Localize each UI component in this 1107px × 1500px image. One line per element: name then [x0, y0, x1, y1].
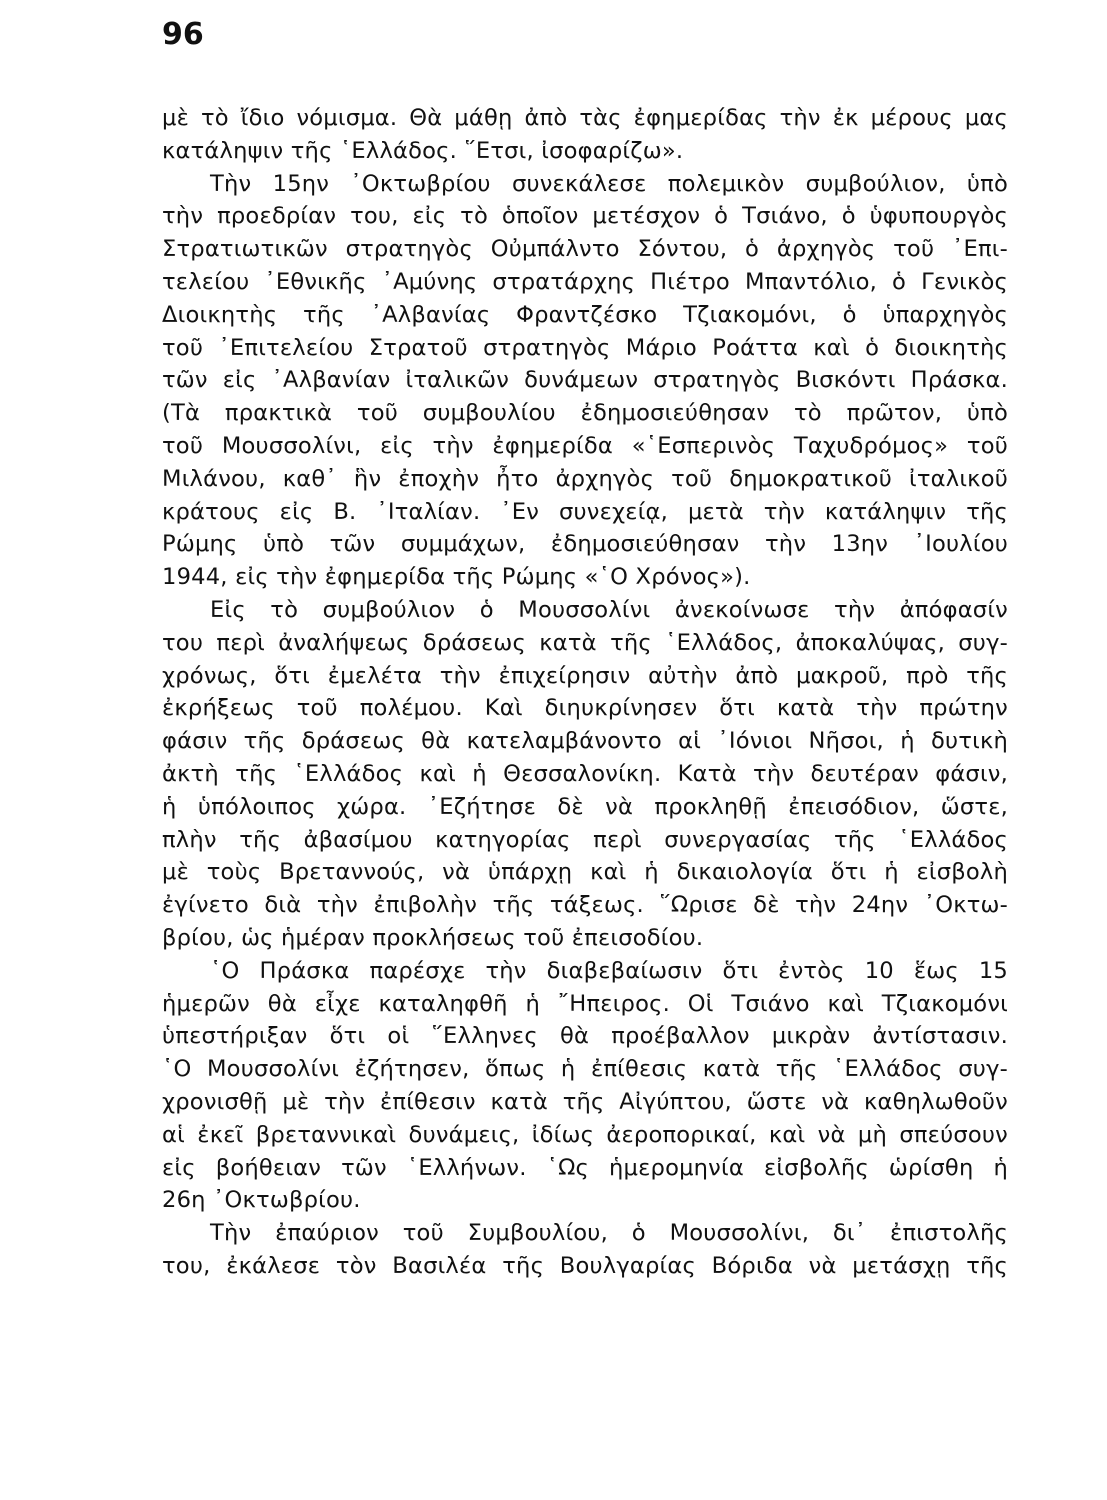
text-line: του περὶ ἀναλήψεως δράσεως κατὰ τῆς ῾Ελλάδος, ἀποκαλύψας, συγ-: [162, 629, 1008, 656]
text-line: χρονισθῇ μὲ τὴν ἐπίθεσιν κατὰ τῆς Αἰγύπτου, ὥστε νὰ καθηλωθοῦν: [162, 1088, 1008, 1115]
text-line: Ρώμης ὑπὸ τῶν συμμάχων, ἐδημοσιεύθησαν τὴν 13ην ᾿Ιουλίου: [162, 531, 1008, 558]
text-line: αἱ ἐκεῖ βρεταννικαὶ δυνάμεις, ἰδίως ἀεροπορικαί, καὶ νὰ μὴ σπεύσουν: [162, 1121, 1008, 1148]
text-line: μὲ τὸ ἴδιο νόμισμα. Θὰ μάθῃ ἀπὸ τὰς ἐφημερίδας τὴν ἐκ μέρους μας: [162, 105, 1008, 131]
text-line: τοῦ ᾿Επιτελείου Στρατοῦ στρατηγὸς Μάριο Ροάττα καὶ ὁ διοικητὴς: [162, 334, 1008, 361]
text-line: εἰς βοήθειαν τῶν ῾Ελλήνων. ῾Ως ἡμερομηνία εἰσβολῆς ὡρίσθη ἡ: [162, 1154, 1008, 1181]
text-line: Τὴν 15ην ᾿Οκτωβρίου συνεκάλεσε πολεμικὸν συμβούλιον, ὑπὸ: [210, 170, 1008, 197]
text-line: ἀκτὴ τῆς ῾Ελλάδος καὶ ἡ Θεσσαλονίκη. Κατὰ τὴν δευτέραν φάσιν,: [162, 760, 1008, 787]
paragraph: [162, 594, 1008, 955]
text-line: 26η ᾿Οκτωβρίου.: [162, 1187, 361, 1214]
text-line: κατάληψιν τῆς ῾Ελλάδος. ῞Ετσι, ἰσοφαρίζω».: [162, 137, 684, 164]
text-line: ῾Ο Μουσσολίνι ἐζήτησεν, ὅπως ἡ ἐπίθεσις κατὰ τῆς ῾Ελλάδος συγ-: [162, 1056, 1008, 1083]
text-line: 1944, εἰς τὴν ἐφημερίδα τῆς Ρώμης «῾Ο Χρόνος»).: [162, 564, 751, 591]
text-line: του, ἐκάλεσε τὸν Βασιλέα τῆς Βουλγαρίας Βόριδα νὰ μετάσχῃ τῆς: [162, 1252, 1008, 1279]
text-line: ἡ ὑπόλοιπος χώρα. ᾿Εζήτησε δὲ νὰ προκληθῇ ἐπεισόδιον, ὥστε,: [162, 793, 1008, 820]
paragraph: [162, 1217, 1008, 1283]
page-number: 96: [162, 17, 204, 52]
text-line: τελείου ᾿Εθνικῆς ᾿Αμύνης στρατάρχης Πιέτρο Μπαντόλιο, ὁ Γενικὸς: [162, 268, 1008, 295]
text-line: τὴν προεδρίαν του, εἰς τὸ ὁποῖον μετέσχον ὁ Τσιάνο, ὁ ὑφυπουργὸς: [162, 203, 1008, 230]
paragraph: [162, 955, 1008, 1217]
paragraph: [162, 102, 1008, 168]
text-line: (Τὰ πρακτικὰ τοῦ συμβουλίου ἐδημοσιεύθησαν τὸ πρῶτον, ὑπὸ: [162, 400, 1008, 427]
text-line: πλὴν τῆς ἀβασίμου κατηγορίας περὶ συνεργασίας τῆς ῾Ελλάδος: [162, 826, 1008, 853]
text-line: κράτους εἰς Β. ᾿Ιταλίαν. ᾿Εν συνεχείᾳ, μετὰ τὴν κατάληψιν τῆς: [162, 498, 1008, 525]
text-line: βρίου, ὡς ἡμέραν προκλήσεως τοῦ ἐπεισοδίου.: [162, 924, 704, 951]
text-line: ῾Ο Πράσκα παρέσχε τὴν διαβεβαίωσιν ὅτι ἐντὸς 10 ἕως 15: [210, 957, 1008, 984]
text-line: Διοικητὴς τῆς ᾿Αλβανίας Φραντζέσκο Τζιακομόνι, ὁ ὑπαρχηγὸς: [162, 301, 1008, 328]
text-line: ὑπεστήριξαν ὅτι οἱ ῞Ελληνες θὰ προέβαλλον μικρὰν ἀντίστασιν.: [162, 1023, 1008, 1050]
text-line: ἡμερῶν θὰ εἶχε καταληφθῆ ἡ ῎Ηπειρος. Οἱ Τσιάνο καὶ Τζιακομόνι: [162, 990, 1008, 1017]
text-line: ἐγίνετο διὰ τὴν ἐπιβολὴν τῆς τάξεως. ῞Ωρισε δὲ τὴν 24ην ᾿Οκτω-: [162, 892, 1008, 919]
text-line: Μιλάνου, καθ᾿ ἣν ἐποχὴν ἦτο ἀρχηγὸς τοῦ δημοκρατικοῦ ἰταλικοῦ: [162, 465, 1008, 492]
text-line: Τὴν ἐπαύριον τοῦ Συμβουλίου, ὁ Μουσσολίνι, δι᾿ ἐπιστολῆς: [210, 1220, 1008, 1247]
body-text: [162, 102, 1008, 1283]
text-line: τοῦ Μουσσολίνι, εἰς τὴν ἐφημερίδα «῾Εσπερινὸς Ταχυδρόμος» τοῦ: [162, 432, 1008, 459]
text-line: Στρατιωτικῶν στρατηγὸς Οὐμπάλντο Σόντου, ὁ ἀρχηγὸς τοῦ ᾿Επι-: [162, 236, 1008, 263]
text-line: ἐκρήξεως τοῦ πολέμου. Καὶ διηυκρίνησεν ὅτι κατὰ τὴν πρώτην: [162, 695, 1008, 722]
text-line: φάσιν τῆς δράσεως θὰ κατελαμβάνοντο αἱ ᾿Ιόνιοι Νῆσοι, ἡ δυτικὴ: [162, 728, 1008, 755]
text-line: χρόνως, ὅτι ἐμελέτα τὴν ἐπιχείρησιν αὐτὴν ἀπὸ μακροῦ, πρὸ τῆς: [162, 662, 1008, 689]
text-line: τῶν εἰς ᾿Αλβανίαν ἰταλικῶν δυνάμεων στρατηγὸς Βισκόντι Πράσκα.: [162, 367, 1008, 394]
text-line: Εἰς τὸ συμβούλιον ὁ Μουσσολίνι ἀνεκοίνωσε τὴν ἀπόφασίν: [210, 596, 1008, 623]
text-line: μὲ τοὺς Βρεταννούς, νὰ ὑπάρχῃ καὶ ἡ δικαιολογία ὅτι ἡ εἰσβολὴ: [162, 859, 1008, 886]
paragraph: [162, 168, 1008, 594]
